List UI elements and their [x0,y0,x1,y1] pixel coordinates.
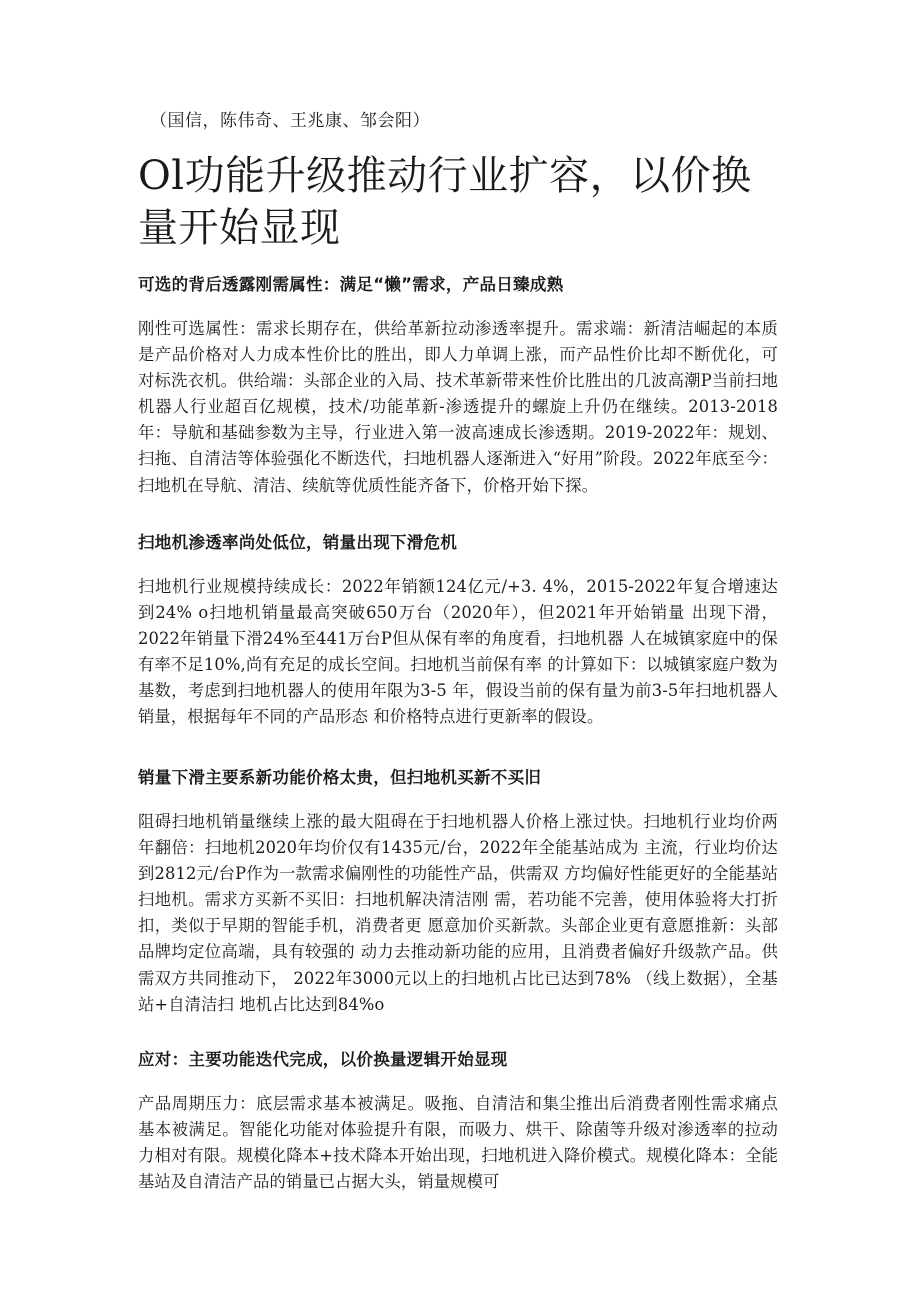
section-price-issue [138,765,778,1018]
section-paragraph: 刚性可选属性：需求长期存在，供给革新拉动渗透率提升。需求端：新清洁崛起的本质是产品价格对人力成本性价比的胜出，即人力单调上涨，而产品性价比却不断优化，可对标洗衣机。供给端：头部企业的入局、技术革新带来性价比胜出的几波高潮P当前扫地机器人行业超百亿规模，技术/功能革新-渗透提升的螺旋上升仍在继续。2013-2018年：导航和基础参数为主导，行业进入第一波高速成长渗透期。2019-2022年：规划、扫拖、自清洁等体验强化不断迭代，扫地机器人逐渐进入“好用”阶段。2022年底至今：扫地机在导航、清洁、续航等优质性能齐备下，价格开始下探。 [138,319,778,495]
section-paragraph: 阻碍扫地机销量继续上涨的最大阻碍在于扫地机器人价格上涨过快。扫地机行业均价两年翻倍：扫地机2020年均价仅有1435元/台，2022年全能基站成为 主流，行业均价达到2812元/台P作为一款需求偏刚性的功能性产品，供需双 方均偏好性能更好的全能基站扫地机。需求方买新不买旧：扫地机解决清洁刚 需，若功能不完善，使用体验将大打折扣，类似于早期的智能手机，消费者更 愿意加价买新款。头部企业更有意愿推新：头部品牌均定位高端，具有较强的 动力去推动新功能的应用，且消费者偏好升级款产品。供需双方共同推动下， 2022年3000元以上的扫地机占比已达到78% （线上数据），全基站+自清洁扫 地机占比达到84%o [138,812,778,1014]
page-title: Ol功能升级推动行业扩容，以价换量开始显现 [138,153,752,251]
section-heading: 销量下滑主要系新功能价格太贵，但扫地机买新不买旧 [138,768,542,787]
section-penetration [138,530,778,731]
section-heading: 应对：主要功能迭代完成，以价换量逻辑开始显现 [138,1050,508,1069]
section-response [138,1047,778,1195]
section-heading: 扫地机渗透率尚处低位，销量出现下滑危机 [138,533,458,552]
author-line: （国信，陈伟奇、王兆康、邹会阳） [150,111,430,131]
section-paragraph: 产品周期压力：底层需求基本被满足。吸拖、自清洁和集尘推出后消费者刚性需求痛点基本被满足。智能化功能对体验提升有限，而吸力、烘干、除菌等升级对渗透率的拉动力相对有限。规模化降本+技术降本开始出现，扫地机进入降价模式。规模化降本：全能基站及自清洁产品的销量已占据大头，销量规模可 [138,1094,778,1192]
section-heading: 可选的背后透露刚需属性：满足“懒”需求，产品日臻成熟 [138,275,564,294]
section-paragraph: 扫地机行业规模持续成长：2022年销额124亿元/+3. 4%，2015-2022年复合增速达到24% o扫地机销量最高突破650万台（2020年），但2021年开始销量 出现下滑，2022年销量下滑24%至441万台P但从保有率的角度看，扫地机器 人在城镇家庭中的保有率不足10%,尚有充足的成长空间。扫地机当前保有率 的计算如下：以城镇家庭户数为基数，考虑到扫地机器人的使用年限为3-5 年，假设当前的保有量为前3-5年扫地机器人销量，根据每年不同的产品形态 和价格特点进行更新率的假设。 [138,577,778,727]
section-demand-attribute [138,272,778,499]
